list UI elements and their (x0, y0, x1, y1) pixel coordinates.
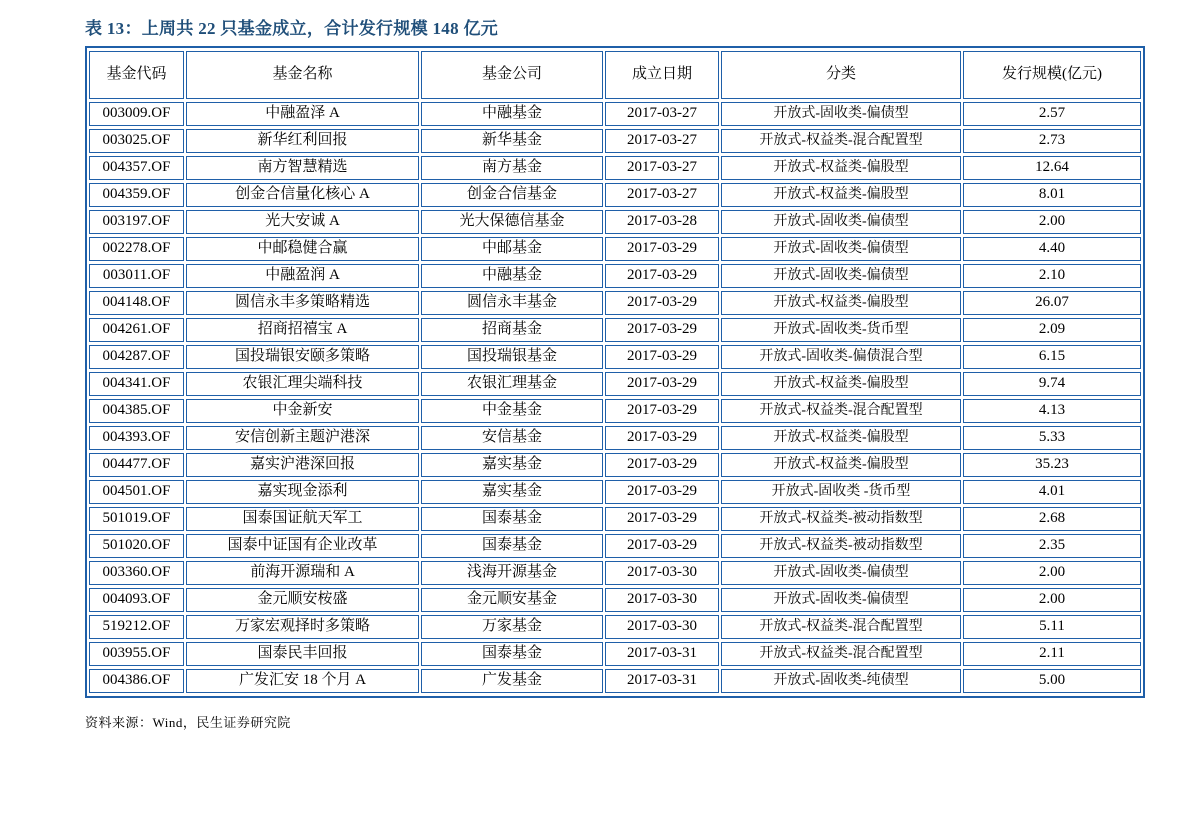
cell-found-date: 2017-03-27 (605, 129, 719, 153)
cell-fund-name: 国泰中证国有企业改革 (186, 534, 419, 558)
cell-fund-code: 004341.OF (89, 372, 184, 396)
cell-fund-code: 501019.OF (89, 507, 184, 531)
cell-category: 开放式-固收类-偏债型 (721, 588, 961, 612)
table-row (89, 507, 1141, 531)
table-row (89, 156, 1141, 180)
cell-fund-code: 003025.OF (89, 129, 184, 153)
cell-found-date: 2017-03-29 (605, 345, 719, 369)
cell-found-date: 2017-03-27 (605, 183, 719, 207)
cell-fund-company: 嘉实基金 (421, 480, 603, 504)
cell-issue-scale: 2.09 (963, 318, 1141, 342)
cell-category: 开放式-权益类-混合配置型 (721, 399, 961, 423)
cell-fund-company: 圆信永丰基金 (421, 291, 603, 315)
cell-issue-scale: 4.40 (963, 237, 1141, 261)
cell-fund-company: 南方基金 (421, 156, 603, 180)
cell-fund-name: 新华红利回报 (186, 129, 419, 153)
cell-fund-name: 南方智慧精选 (186, 156, 419, 180)
cell-fund-name: 光大安诚 A (186, 210, 419, 234)
cell-fund-company: 中融基金 (421, 102, 603, 126)
cell-fund-name: 国泰民丰回报 (186, 642, 419, 666)
header-fund-code: 基金代码 (89, 51, 184, 99)
cell-found-date: 2017-03-29 (605, 426, 719, 450)
table-row (89, 102, 1141, 126)
cell-fund-company: 国泰基金 (421, 642, 603, 666)
cell-fund-code: 004386.OF (89, 669, 184, 693)
cell-fund-code: 004385.OF (89, 399, 184, 423)
cell-fund-company: 国泰基金 (421, 534, 603, 558)
cell-fund-code: 519212.OF (89, 615, 184, 639)
table-row (89, 669, 1141, 693)
table-row (89, 480, 1141, 504)
table-row (89, 183, 1141, 207)
cell-fund-company: 浅海开源基金 (421, 561, 603, 585)
cell-fund-name: 嘉实沪港深回报 (186, 453, 419, 477)
cell-fund-code: 004261.OF (89, 318, 184, 342)
cell-category: 开放式-固收类-偏债型 (721, 237, 961, 261)
cell-found-date: 2017-03-29 (605, 372, 719, 396)
cell-category: 开放式-权益类-混合配置型 (721, 642, 961, 666)
cell-category: 开放式-权益类-被动指数型 (721, 534, 961, 558)
cell-category: 开放式-固收类 -货币型 (721, 480, 961, 504)
cell-fund-name: 中融盈泽 A (186, 102, 419, 126)
table-row (89, 291, 1141, 315)
header-category: 分类 (721, 51, 961, 99)
cell-category: 开放式-权益类-偏股型 (721, 426, 961, 450)
cell-fund-code: 004357.OF (89, 156, 184, 180)
cell-fund-name: 嘉实现金添利 (186, 480, 419, 504)
cell-fund-code: 004093.OF (89, 588, 184, 612)
table-row (89, 453, 1141, 477)
cell-issue-scale: 35.23 (963, 453, 1141, 477)
table-row (89, 399, 1141, 423)
cell-issue-scale: 5.00 (963, 669, 1141, 693)
cell-category: 开放式-权益类-偏股型 (721, 156, 961, 180)
cell-category: 开放式-权益类-偏股型 (721, 453, 961, 477)
cell-found-date: 2017-03-29 (605, 534, 719, 558)
cell-category: 开放式-权益类-被动指数型 (721, 507, 961, 531)
cell-fund-company: 中金基金 (421, 399, 603, 423)
cell-category: 开放式-固收类-偏债型 (721, 210, 961, 234)
cell-issue-scale: 26.07 (963, 291, 1141, 315)
header-fund-company: 基金公司 (421, 51, 603, 99)
cell-issue-scale: 5.33 (963, 426, 1141, 450)
cell-fund-company: 万家基金 (421, 615, 603, 639)
table-row (89, 210, 1141, 234)
cell-found-date: 2017-03-29 (605, 480, 719, 504)
cell-fund-company: 中融基金 (421, 264, 603, 288)
cell-fund-name: 国投瑞银安颐多策略 (186, 345, 419, 369)
cell-fund-company: 光大保德信基金 (421, 210, 603, 234)
cell-issue-scale: 2.57 (963, 102, 1141, 126)
cell-issue-scale: 2.73 (963, 129, 1141, 153)
header-fund-name: 基金名称 (186, 51, 419, 99)
table-row (89, 615, 1141, 639)
cell-fund-code: 004501.OF (89, 480, 184, 504)
table-row (89, 237, 1141, 261)
cell-issue-scale: 2.68 (963, 507, 1141, 531)
fund-table-body (89, 102, 1141, 693)
header-issue-scale: 发行规模(亿元) (963, 51, 1141, 99)
table-row (89, 264, 1141, 288)
table-row (89, 345, 1141, 369)
cell-fund-company: 招商基金 (421, 318, 603, 342)
fund-table-head (89, 51, 1141, 99)
cell-found-date: 2017-03-29 (605, 507, 719, 531)
cell-fund-code: 003011.OF (89, 264, 184, 288)
cell-fund-code: 501020.OF (89, 534, 184, 558)
cell-fund-name: 万家宏观择时多策略 (186, 615, 419, 639)
cell-category: 开放式-权益类-混合配置型 (721, 129, 961, 153)
cell-fund-name: 安信创新主题沪港深 (186, 426, 419, 450)
cell-fund-name: 中融盈润 A (186, 264, 419, 288)
cell-fund-company: 金元顺安基金 (421, 588, 603, 612)
header-row (89, 51, 1141, 99)
cell-category: 开放式-权益类-混合配置型 (721, 615, 961, 639)
cell-fund-name: 广发汇安 18 个月 A (186, 669, 419, 693)
cell-fund-company: 新华基金 (421, 129, 603, 153)
table-row (89, 642, 1141, 666)
cell-category: 开放式-权益类-偏股型 (721, 372, 961, 396)
table-row (89, 588, 1141, 612)
header-found-date: 成立日期 (605, 51, 719, 99)
table-row (89, 318, 1141, 342)
source-note: 资料来源：Wind，民生证券研究院 (85, 715, 291, 730)
cell-found-date: 2017-03-30 (605, 588, 719, 612)
cell-found-date: 2017-03-28 (605, 210, 719, 234)
cell-category: 开放式-固收类-偏债型 (721, 561, 961, 585)
cell-fund-name: 招商招禧宝 A (186, 318, 419, 342)
cell-fund-company: 广发基金 (421, 669, 603, 693)
cell-fund-code: 003197.OF (89, 210, 184, 234)
cell-fund-code: 002278.OF (89, 237, 184, 261)
cell-found-date: 2017-03-29 (605, 291, 719, 315)
cell-fund-name: 金元顺安桉盛 (186, 588, 419, 612)
cell-fund-name: 农银汇理尖端科技 (186, 372, 419, 396)
cell-fund-name: 国泰国证航天军工 (186, 507, 419, 531)
table-row (89, 426, 1141, 450)
cell-fund-name: 前海开源瑞和 A (186, 561, 419, 585)
table-row (89, 129, 1141, 153)
table-row (89, 534, 1141, 558)
cell-found-date: 2017-03-29 (605, 318, 719, 342)
cell-issue-scale: 5.11 (963, 615, 1141, 639)
table-section (85, 14, 1131, 731)
cell-issue-scale: 4.13 (963, 399, 1141, 423)
cell-fund-company: 农银汇理基金 (421, 372, 603, 396)
table-row (89, 372, 1141, 396)
cell-issue-scale: 2.00 (963, 588, 1141, 612)
cell-found-date: 2017-03-29 (605, 237, 719, 261)
cell-found-date: 2017-03-31 (605, 669, 719, 693)
cell-found-date: 2017-03-29 (605, 453, 719, 477)
cell-category: 开放式-固收类-偏债混合型 (721, 345, 961, 369)
cell-fund-company: 创金合信基金 (421, 183, 603, 207)
cell-category: 开放式-固收类-偏债型 (721, 264, 961, 288)
cell-found-date: 2017-03-27 (605, 156, 719, 180)
cell-issue-scale: 2.11 (963, 642, 1141, 666)
cell-issue-scale: 12.64 (963, 156, 1141, 180)
cell-issue-scale: 2.10 (963, 264, 1141, 288)
cell-fund-code: 003955.OF (89, 642, 184, 666)
cell-category: 开放式-固收类-偏债型 (721, 102, 961, 126)
cell-fund-name: 中金新安 (186, 399, 419, 423)
cell-fund-company: 国投瑞银基金 (421, 345, 603, 369)
cell-category: 开放式-固收类-纯债型 (721, 669, 961, 693)
cell-issue-scale: 2.00 (963, 561, 1141, 585)
cell-fund-code: 003009.OF (89, 102, 184, 126)
cell-found-date: 2017-03-30 (605, 615, 719, 639)
cell-found-date: 2017-03-27 (605, 102, 719, 126)
cell-issue-scale: 9.74 (963, 372, 1141, 396)
cell-found-date: 2017-03-29 (605, 264, 719, 288)
cell-found-date: 2017-03-29 (605, 399, 719, 423)
cell-fund-code: 004393.OF (89, 426, 184, 450)
cell-fund-company: 国泰基金 (421, 507, 603, 531)
cell-fund-company: 安信基金 (421, 426, 603, 450)
cell-found-date: 2017-03-31 (605, 642, 719, 666)
cell-fund-code: 004477.OF (89, 453, 184, 477)
cell-issue-scale: 4.01 (963, 480, 1141, 504)
cell-issue-scale: 6.15 (963, 345, 1141, 369)
cell-category: 开放式-权益类-偏股型 (721, 183, 961, 207)
cell-fund-name: 圆信永丰多策略精选 (186, 291, 419, 315)
table-row (89, 561, 1141, 585)
cell-issue-scale: 2.00 (963, 210, 1141, 234)
cell-fund-name: 中邮稳健合赢 (186, 237, 419, 261)
cell-category: 开放式-权益类-偏股型 (721, 291, 961, 315)
cell-fund-code: 004287.OF (89, 345, 184, 369)
cell-found-date: 2017-03-30 (605, 561, 719, 585)
cell-fund-company: 嘉实基金 (421, 453, 603, 477)
cell-issue-scale: 2.35 (963, 534, 1141, 558)
cell-fund-code: 004148.OF (89, 291, 184, 315)
fund-table (85, 46, 1145, 698)
cell-fund-code: 004359.OF (89, 183, 184, 207)
cell-fund-company: 中邮基金 (421, 237, 603, 261)
cell-category: 开放式-固收类-货币型 (721, 318, 961, 342)
table-title: 表 13：上周共 22 只基金成立，合计发行规模 148 亿元 (85, 19, 499, 38)
cell-fund-code: 003360.OF (89, 561, 184, 585)
cell-fund-name: 创金合信量化核心 A (186, 183, 419, 207)
cell-issue-scale: 8.01 (963, 183, 1141, 207)
